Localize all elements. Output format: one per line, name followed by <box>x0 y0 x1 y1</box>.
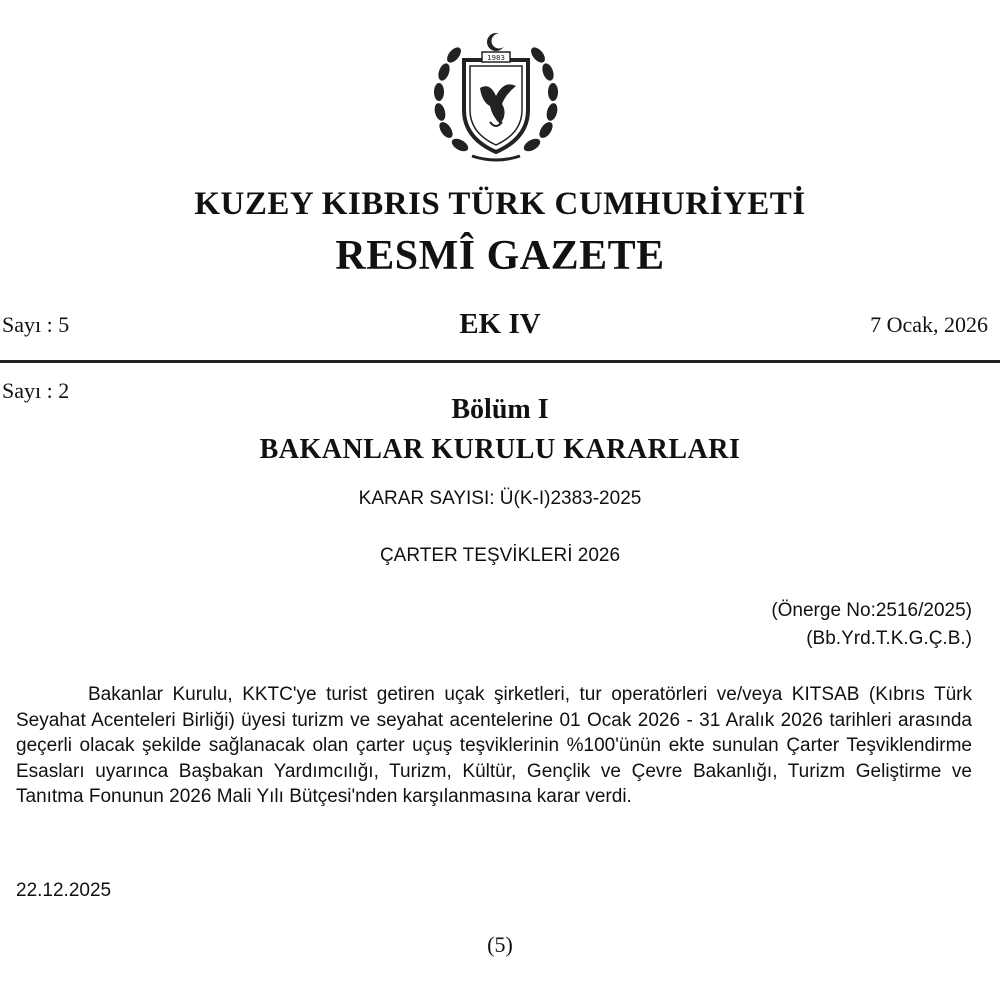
decision-date: 22.12.2025 <box>16 880 112 901</box>
header-divider <box>0 360 1000 363</box>
country-name: KUZEY KIBRIS TÜRK CUMHURİYETİ <box>194 186 806 222</box>
decision-title: ÇARTER TEŞVİKLERİ 2026 <box>379 545 621 566</box>
issue-date: 7 Ocak, 2026 <box>870 312 988 337</box>
emblem-year: 1983 <box>487 54 505 62</box>
annex-label: EK IV <box>459 308 541 340</box>
issue-number: Sayı : 5 <box>2 312 70 337</box>
section-title: BAKANLAR KURULU KARARLARI <box>259 434 741 465</box>
section-part: Bölüm I <box>451 394 549 425</box>
proposal-number: (Önerge No:2516/2025) <box>771 600 972 621</box>
gazette-title: RESMÎ GAZETE <box>335 233 665 279</box>
decision-number: KARAR SAYISI: Ü(K-I)2383-2025 <box>358 488 642 509</box>
issue-row <box>0 308 1000 344</box>
decision-body: Bakanlar Kurulu, KKTC'ye turist getiren uçak şirketleri, tur operatörleri ve/veya KITSAB (Kıbrıs Türk Seyahat Acenteleri Birliği) üyesi turizm ve seyahat acentelerine 01 Ocak 2026 - 31 Aralık 2026 tarihleri arasında geçerli olacak şekilde sağlanacak olan çarter uçuş teşviklerinin %100'ünün ekte sunulan Çarter Teşviklendirme Esasları uyarınca Başbakan Yardımcılığı, Turizm, Kültür, Gençlik ve Çevre Bakanlığı, Turizm Geliştirme ve Tanıtma Fonunun 2026 Mali Yılı Bütçesi'nden karşılanmasına karar verdi. <box>16 684 972 808</box>
sub-issue-number: Sayı : 2 <box>2 378 70 403</box>
ministry-code: (Bb.Yrd.T.K.G.Ç.B.) <box>806 628 972 649</box>
state-emblem-icon <box>432 30 560 165</box>
page-number: (5) <box>487 932 513 957</box>
